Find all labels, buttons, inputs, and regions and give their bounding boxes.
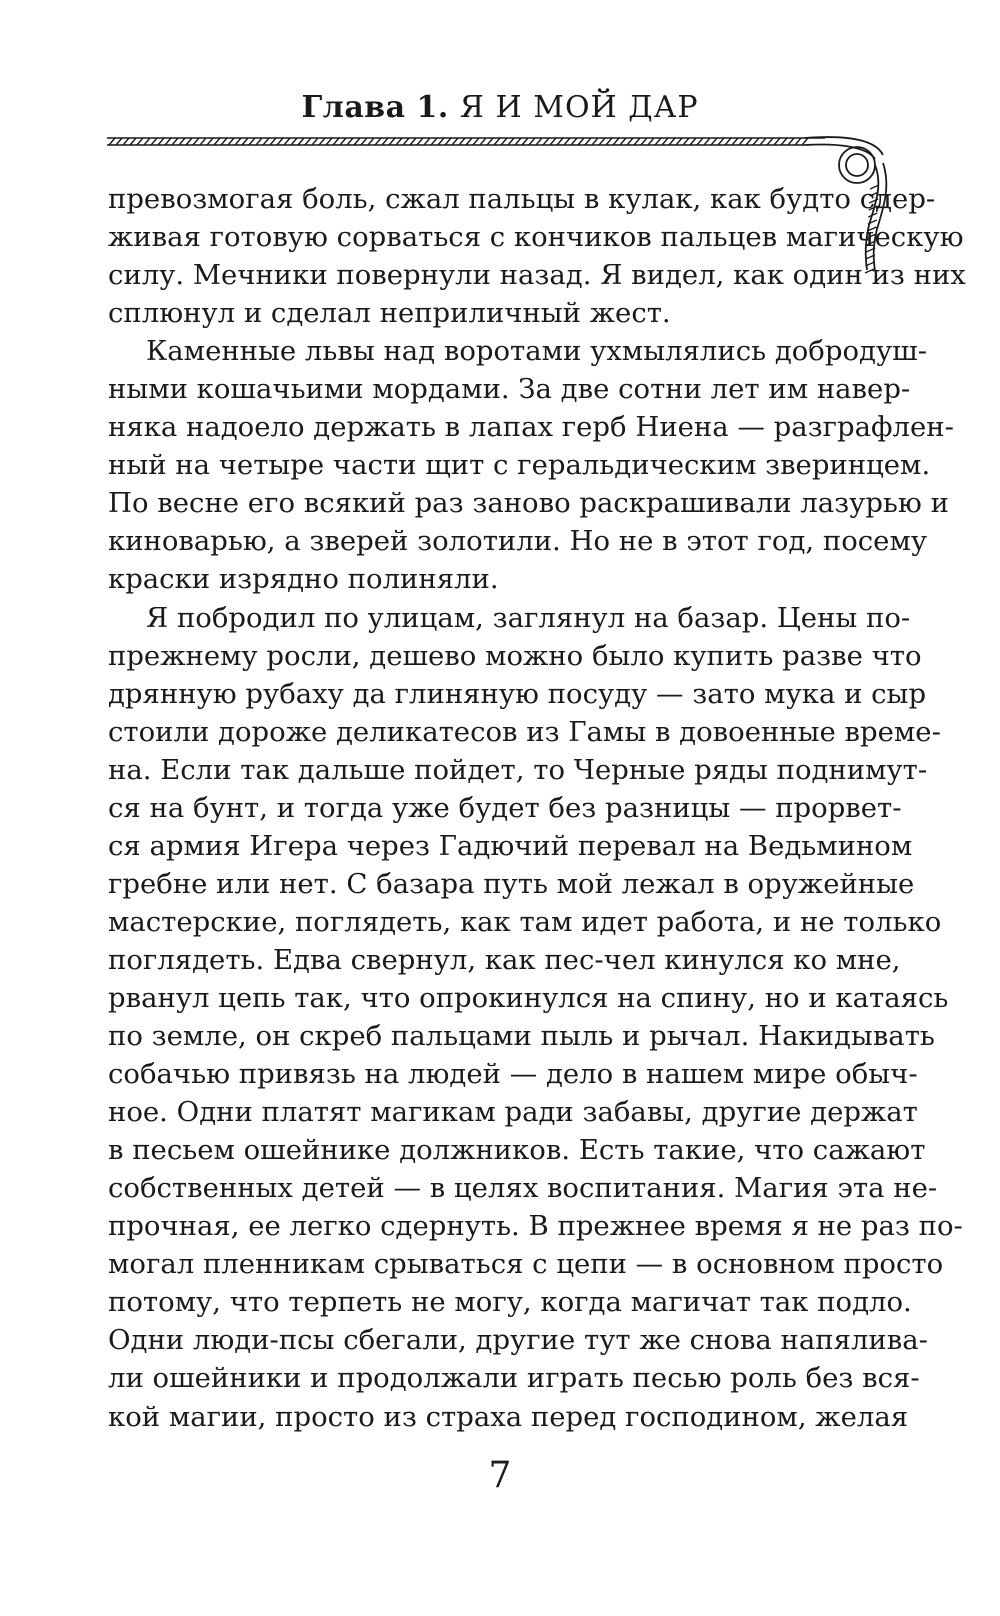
text-line: в песьем ошейнике должников. Есть такие, что сажают [108,1134,926,1167]
text-line: ли ошейники и продолжали играть песью роль без вся- [108,1362,920,1395]
page-number: 7 [488,1455,512,1496]
text-line: собачью привязь на людей — дело в нашем мире обыч- [108,1058,918,1091]
text-line: Я побродил по улицам, заглянул на базар. Цены по- [146,601,911,634]
text-line: силу. Мечники повернули назад. Я видел, как один из них [108,259,966,292]
text-line: краски изрядно полиняли. [108,563,499,596]
chapter-label: Глава 1. [301,90,449,125]
text-line: Каменные львы над воротами ухмылялись добродуш- [146,335,927,368]
text-line: превозмогая боль, сжал пальцы в кулак, как будто сдер- [108,183,936,215]
text-line: собственных детей — в целях воспитания. Магия эта не- [108,1172,938,1205]
text-line: кой магии, просто из страха перед господином, желая [108,1400,909,1433]
text-line: Одни люди-псы сбегали, другие тут же снова напялива- [108,1324,928,1357]
text-line: киноварью, а зверей золотили. Но не в этот год, посему [108,525,928,558]
text-line: По весне его всякий раз заново раскрашивали лазурью и [108,487,949,520]
text-line: ными кошачьими мордами. За две сотни лет им навер- [108,373,911,406]
text-line: гребне или нет. С базара путь мой лежал в оружейные [108,867,915,900]
text-line: ся армия Игера через Гадючий перевал на Ведьмином [108,829,913,862]
text-line: дрянную рубаху да глиняную посуду — зато мука и сыр [108,677,927,710]
text-line: ный на четыре части щит с геральдическим зверинцем. [108,449,931,482]
body-text [108,180,966,1436]
text-line: поглядеть. Едва свернул, как пес-чел кинулся ко мне, [108,943,901,976]
text-line: живая готовую сорваться с кончиков пальцев магическую [108,221,964,254]
text-line: по земле, он скреб пальцами пыль и рычал. Накидывать [108,1020,935,1053]
text-line: на. Если так дальше пойдет, то Черные ряды поднимут- [108,753,928,786]
text-line: ное. Одни платят магикам ради забавы, другие держат [108,1096,918,1129]
text-line: рванул цепь так, что опрокинулся на спину, но и катаясь [108,981,949,1014]
text-line: могал пленникам срываться с цепи — в основном просто [108,1248,944,1281]
text-line: стоили дороже деликатесов из Гамы в довоенные време- [108,715,941,748]
text-line: сплюнул и сделал неприличный жест. [108,297,671,330]
text-line: потому, что терпеть не могу, когда магичат так подло. [108,1286,912,1319]
text-line: ся на бунт, и тогда уже будет без разницы — прорвет- [108,791,902,824]
text-line: прочная, ее легко сдернуть. В прежнее время я не раз по- [108,1210,963,1243]
running-head [0,90,1000,125]
chapter-title: Я И МОЙ ДАР [459,90,699,125]
text-line: мастерские, поглядеть, как там идет работа, и не только [108,905,942,938]
text-line: прежнему росли, дешево можно было купить разве что [108,639,922,672]
text-line: няка надоело держать в лапах герб Ниена — разграфлен- [108,411,954,444]
